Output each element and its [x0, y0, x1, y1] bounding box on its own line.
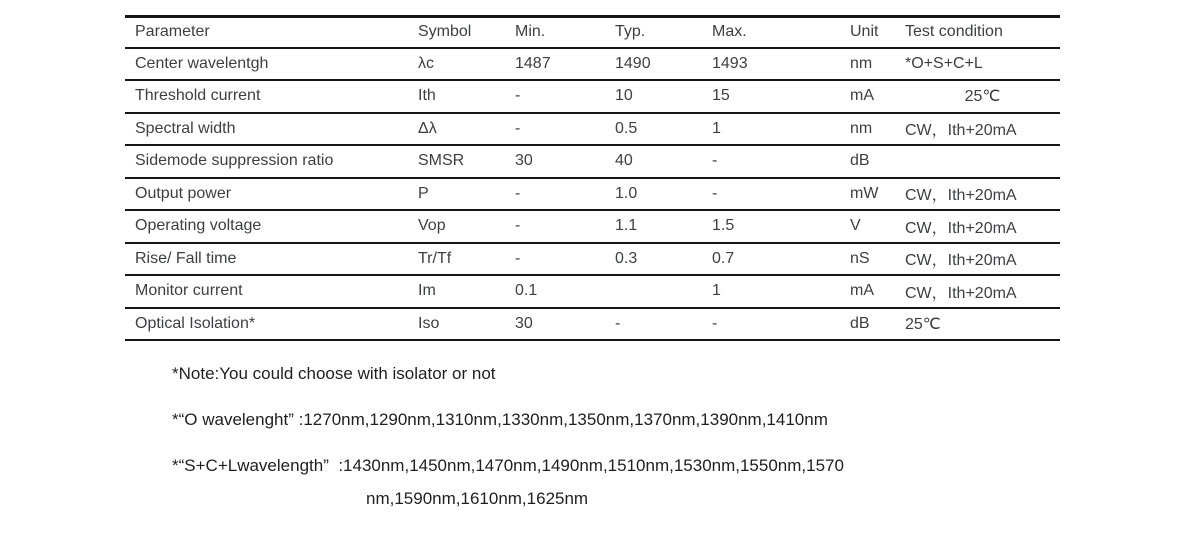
cell-unit: nS	[850, 249, 870, 267]
cell-min: -	[515, 249, 521, 267]
cell-typ: 1490	[615, 54, 651, 72]
note-o-wavelengths: *“O wavelenght” :1270nm,1290nm,1310nm,1330nm,1350nm,1370nm,1390nm,1410nm	[172, 410, 828, 429]
cell-symbol: Im	[418, 282, 436, 300]
cell-parameter: Monitor current	[135, 282, 243, 300]
cell-symbol: λc	[418, 54, 434, 72]
cell-unit: mA	[850, 282, 874, 300]
cell-min: -	[515, 119, 521, 137]
cell-test-condition: CW，Ith+20mA	[905, 122, 1017, 140]
cell-symbol: Iso	[418, 314, 440, 332]
cell-unit: mW	[850, 184, 879, 202]
cell-parameter: Output power	[135, 184, 232, 202]
cell-symbol: SMSR	[418, 152, 465, 170]
cell-max: -	[712, 184, 718, 202]
header-max: Max.	[712, 23, 747, 41]
cell-parameter: Rise/ Fall time	[135, 249, 237, 267]
cell-min: -	[515, 217, 521, 235]
note-scl-wavelengths-line1: *“S+C+Lwavelength” :1430nm,1450nm,1470nm,1490nm,1510nm,1530nm,1550nm,1570	[172, 456, 844, 475]
cell-min: 30	[515, 152, 533, 170]
note-isolator: *Note:You could choose with isolator or not	[172, 364, 496, 383]
cell-symbol: Vop	[418, 217, 446, 235]
cell-max: 1.5	[712, 217, 735, 235]
cell-max: 15	[712, 87, 730, 105]
header-typ: Typ.	[615, 23, 646, 41]
header-min: Min.	[515, 23, 546, 41]
cell-parameter: Threshold current	[135, 87, 261, 105]
cell-min: 1487	[515, 54, 551, 72]
header-symbol: Symbol	[418, 23, 472, 41]
cell-typ: -	[615, 314, 621, 332]
cell-unit: nm	[850, 119, 873, 137]
cell-unit: dB	[850, 152, 870, 170]
header-parameter: Parameter	[135, 23, 210, 41]
cell-symbol: Ith	[418, 87, 436, 105]
cell-test-condition: CW，Ith+20mA	[905, 219, 1017, 237]
cell-min: 0.1	[515, 282, 538, 300]
cell-parameter: Spectral width	[135, 119, 236, 137]
cell-symbol: Tr/Tf	[418, 249, 452, 267]
cell-test-condition: 25℃	[964, 88, 1001, 106]
cell-unit: dB	[850, 314, 870, 332]
cell-test-condition: CW，Ith+20mA	[905, 187, 1017, 205]
cell-symbol: P	[418, 184, 429, 202]
cell-symbol: Δλ	[418, 119, 437, 137]
cell-test-condition: *O+S+C+L	[905, 54, 983, 72]
cell-parameter: Optical Isolation*	[135, 314, 256, 332]
cell-typ: 0.3	[615, 249, 638, 267]
cell-typ: 1.0	[615, 184, 638, 202]
cell-max: 0.7	[712, 249, 735, 267]
cell-min: -	[515, 87, 521, 105]
cell-test-condition: 25℃	[905, 315, 941, 333]
cell-max: 1	[712, 119, 721, 137]
cell-parameter: Operating voltage	[135, 217, 262, 235]
cell-min: 30	[515, 314, 533, 332]
cell-typ: 40	[615, 152, 633, 170]
cell-test-condition: CW，Ith+20mA	[905, 252, 1017, 270]
cell-unit: mA	[850, 87, 874, 105]
cell-max: -	[712, 314, 718, 332]
header-test-condition: Test condition	[905, 23, 1003, 41]
cell-max: 1493	[712, 54, 748, 72]
cell-max: -	[712, 152, 718, 170]
header-unit: Unit	[850, 23, 879, 41]
cell-max: 1	[712, 282, 721, 300]
cell-typ: 1.1	[615, 217, 638, 235]
cell-unit: V	[850, 217, 861, 235]
cell-test-condition: CW，Ith+20mA	[905, 284, 1017, 302]
cell-parameter: Center wavelentgh	[135, 54, 269, 72]
cell-typ: 10	[615, 87, 633, 105]
note-scl-wavelengths-line2: nm,1590nm,1610nm,1625nm	[366, 489, 589, 508]
cell-parameter: Sidemode suppression ratio	[135, 152, 334, 170]
cell-typ: 0.5	[615, 119, 638, 137]
cell-unit: nm	[850, 54, 873, 72]
cell-min: -	[515, 184, 521, 202]
